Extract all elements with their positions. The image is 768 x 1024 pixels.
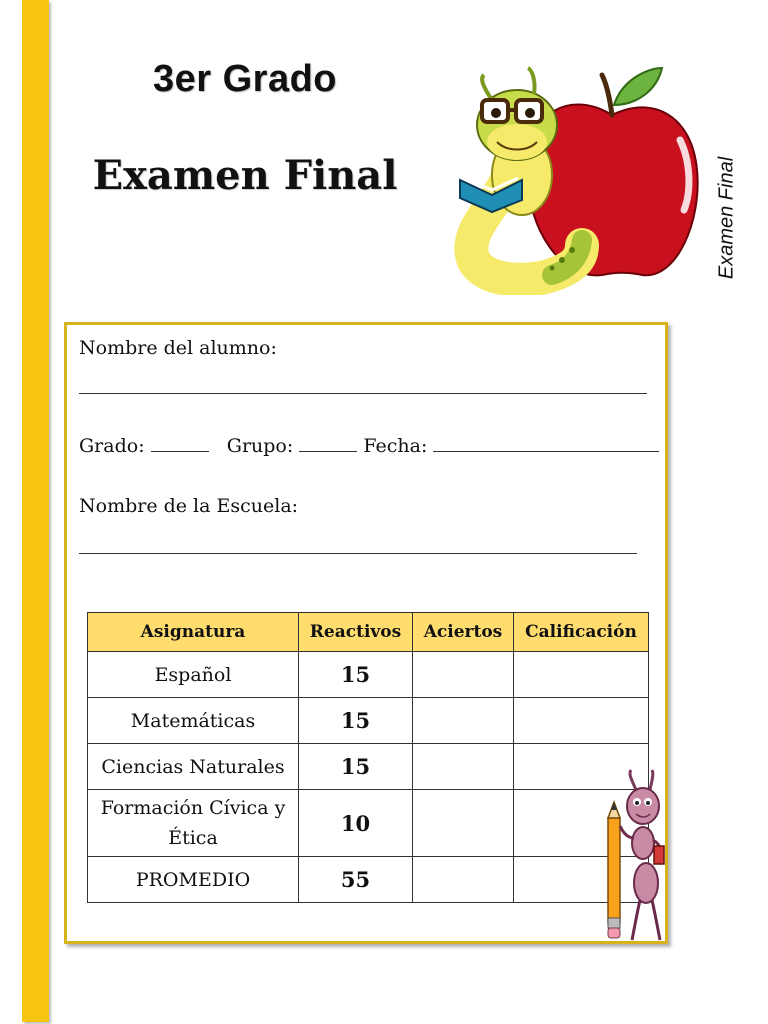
school-name-line[interactable] [79, 553, 637, 554]
ant-pencil-icon [598, 768, 670, 946]
table-row [88, 744, 649, 790]
student-name-label: Nombre del alumno: [79, 337, 277, 359]
date-label: Fecha: [363, 435, 428, 457]
aciertos-cell[interactable] [413, 698, 514, 744]
group-label: Grupo: [226, 435, 294, 457]
worm-apple-icon [452, 60, 702, 295]
table-row [88, 652, 649, 698]
header-aciertos: Aciertos [413, 613, 514, 652]
grades-table [87, 612, 649, 903]
grade-title: 3er Grado [152, 58, 338, 100]
table-row [88, 698, 649, 744]
reactivos-cell: 55 [299, 857, 413, 903]
table-row [88, 857, 649, 903]
school-name-label: Nombre de la Escuela: [79, 495, 299, 517]
calificacion-cell[interactable] [514, 652, 649, 698]
date-line[interactable] [433, 437, 659, 452]
header-calificacion: Calificación [514, 613, 649, 652]
aciertos-cell[interactable] [413, 652, 514, 698]
reactivos-cell: 10 [299, 790, 413, 857]
subject-cell: Matemáticas [88, 698, 299, 744]
reactivos-cell: 15 [299, 652, 413, 698]
aciertos-cell[interactable] [413, 744, 514, 790]
side-label: Examen Final [715, 156, 738, 280]
student-name-line[interactable] [79, 393, 647, 394]
subject-cell: Formación Cívica y Ética [88, 790, 299, 857]
aciertos-cell[interactable] [413, 857, 514, 903]
subject-cell: PROMEDIO [88, 857, 299, 903]
left-accent-bar [22, 0, 49, 1022]
student-info-box [64, 322, 668, 944]
aciertos-cell[interactable] [413, 790, 514, 857]
subject-cell: Español [88, 652, 299, 698]
reactivos-cell: 15 [299, 744, 413, 790]
table-row [88, 790, 649, 857]
header-asignatura: Asignatura [88, 613, 299, 652]
table-header-row [88, 613, 649, 652]
group-line[interactable] [299, 437, 357, 452]
reactivos-cell: 15 [299, 698, 413, 744]
header-reactivos: Reactivos [299, 613, 413, 652]
grade-group-date-row [79, 435, 659, 457]
subject-cell: Ciencias Naturales [88, 744, 299, 790]
exam-title: Examen Final [92, 152, 398, 199]
grade-line[interactable] [151, 437, 209, 452]
calificacion-cell[interactable] [514, 698, 649, 744]
grade-label: Grado: [79, 435, 145, 457]
